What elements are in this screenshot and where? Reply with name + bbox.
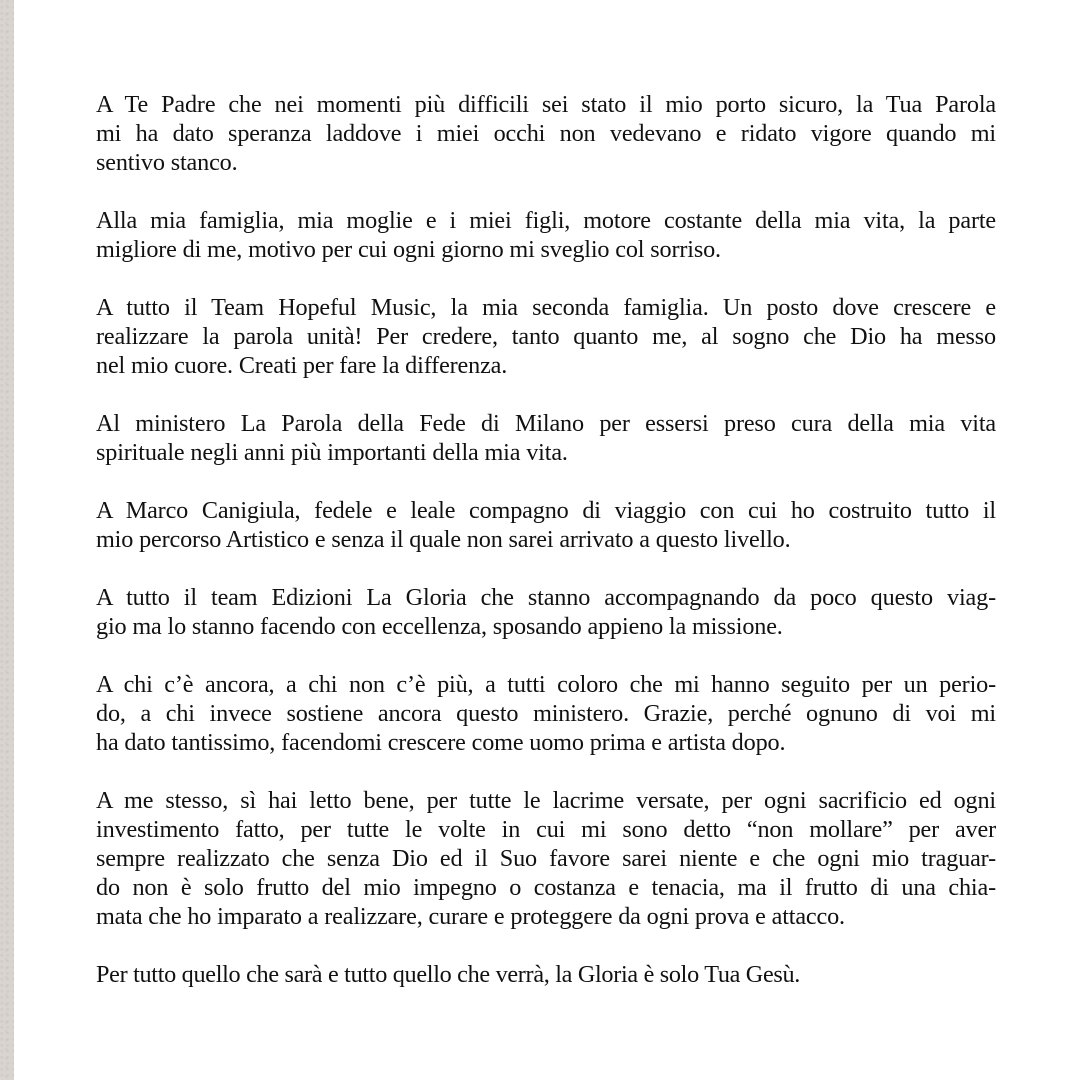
paragraph-marco-canigiula xyxy=(96,496,996,554)
page-edge-strip xyxy=(0,0,14,1080)
paragraph-edizioni-la-gloria xyxy=(96,583,996,641)
text-line: spirituale negli anni più importanti della mia vita. xyxy=(96,439,568,466)
text-line: sempre realizzato che senza Dio ed il Suo favore sarei niente e che ogni mio traguar- xyxy=(96,845,996,872)
text-line: sentivo stanco. xyxy=(96,149,238,176)
paragraph-ministry xyxy=(96,409,996,467)
text-line: nel mio cuore. Creati per fare la differenza. xyxy=(96,352,508,379)
text-line: do, a chi invece sostiene ancora questo ministero. Grazie, perché ognuno di voi mi xyxy=(96,700,996,727)
text-line: Alla mia famiglia, mia moglie e i miei figli, motore costante della mia vita, la parte xyxy=(96,207,996,234)
text-line: investimento fatto, per tutte le volte in cui mi sono detto “non mollare” per aver xyxy=(96,816,996,843)
text-line: A me stesso, sì hai letto bene, per tutte le lacrime versate, per ogni sacrificio ed ogni xyxy=(96,787,996,814)
text-line: migliore di me, motivo per cui ogni giorno mi sveglio col sorriso. xyxy=(96,236,721,263)
text-line: mio percorso Artistico e senza il quale non sarei arrivato a questo livello. xyxy=(96,526,791,553)
paragraph-supporters xyxy=(96,670,996,757)
text-line: ha dato tantissimo, facendomi crescere come uomo prima e artista dopo. xyxy=(96,729,786,756)
text-line: mi ha dato speranza laddove i miei occhi non vedevano e ridato vigore quando mi xyxy=(96,120,996,147)
text-line: realizzare la parola unità! Per credere, tanto quanto me, al sogno che Dio ha messo xyxy=(96,323,996,350)
paragraph-myself xyxy=(96,786,996,931)
text-line: A tutto il team Edizioni La Gloria che stanno accompagnando da poco questo viag- xyxy=(96,584,996,611)
acknowledgements-page xyxy=(96,90,996,989)
paragraph-father xyxy=(96,90,996,177)
closing-line: Per tutto quello che sarà e tutto quello che verrà, la Gloria è solo Tua Gesù. xyxy=(96,961,801,988)
paragraph-family xyxy=(96,206,996,264)
text-line: do non è solo frutto del mio impegno o costanza e tenacia, ma il frutto di una chia- xyxy=(96,874,996,901)
text-line: A chi c’è ancora, a chi non c’è più, a tutti coloro che mi hanno seguito per un perio- xyxy=(96,671,996,698)
text-line: mata che ho imparato a realizzare, curare e proteggere da ogni prova e attacco. xyxy=(96,903,845,930)
text-line: A Te Padre che nei momenti più difficili sei stato il mio porto sicuro, la Tua Parola xyxy=(96,91,996,118)
text-line: A Marco Canigiula, fedele e leale compagno di viaggio con cui ho costruito tutto il xyxy=(96,497,996,524)
text-line: gio ma lo stanno facendo con eccellenza, sposando appieno la missione. xyxy=(96,613,783,640)
paragraph-team-hopeful-music xyxy=(96,293,996,380)
text-line: Al ministero La Parola della Fede di Milano per essersi preso cura della mia vita xyxy=(96,410,996,437)
text-line: A tutto il Team Hopeful Music, la mia seconda famiglia. Un posto dove crescere e xyxy=(96,294,996,321)
